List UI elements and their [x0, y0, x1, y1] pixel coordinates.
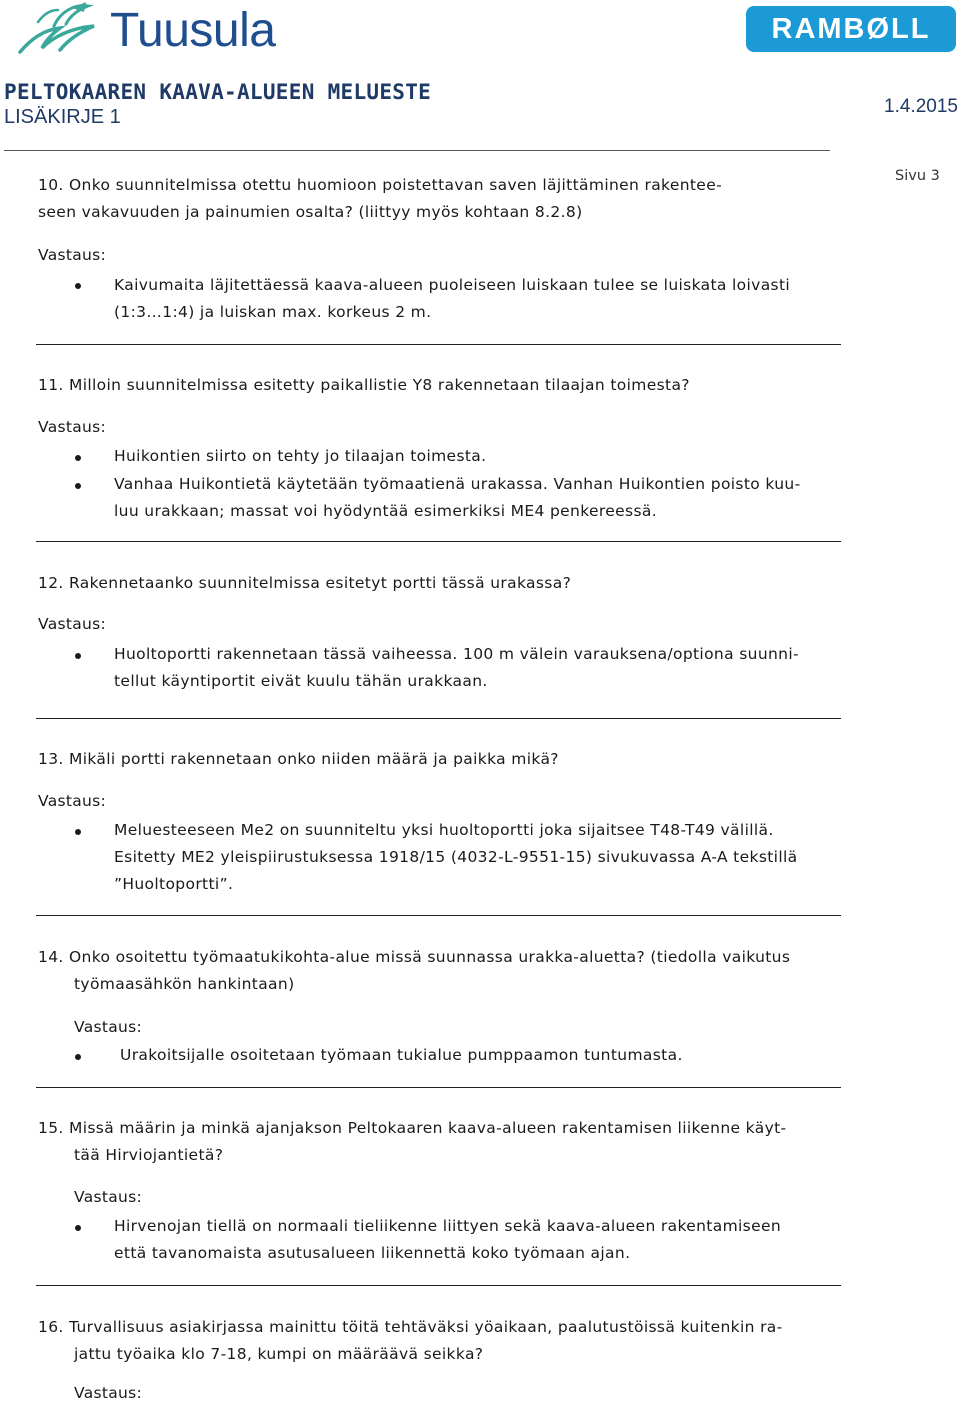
q16-question-line2: jattu työaika klo 7-18, kumpi on määräävä seikka?	[74, 1345, 484, 1363]
document-title: PELTOKAAREN KAAVA-ALUEEN MELUESTE	[4, 80, 432, 104]
q10-question-line1: 10. Onko suunnitelmissa otettu huomioon poistettavan saven läjittäminen rakentee-	[38, 176, 723, 194]
q14-question-line1: 14. Onko osoitettu työmaatukikohta-alue missä suunnassa urakka-aluetta? (tiedolla vaikutus	[38, 948, 791, 966]
bullet-icon	[75, 455, 81, 461]
page-number: Sivu 3	[895, 168, 940, 184]
q15-answer1-line2: että tavanomaista asutusalueen liikennettä koko työmaan ajan.	[114, 1244, 631, 1262]
section-divider	[36, 541, 841, 542]
q13-answer-label: Vastaus:	[38, 792, 107, 810]
q15-question-line2: tää Hirviojantietä?	[74, 1146, 224, 1164]
q13-answer1-line2: Esitetty ME2 yleispiirustuksessa 1918/15 (4032-L-9551-15) sivukuvassa A-A tekstillä	[114, 848, 798, 866]
q15-question-line1: 15. Missä määrin ja minkä ajanjakson Peltokaaren kaava-alueen rakentamisen liikenne käyt-	[38, 1119, 787, 1137]
q12-answer1-line1: Huoltoportti rakennetaan tässä vaiheessa. 100 m välein varauksena/optiona suunni-	[114, 645, 799, 663]
q14-answer1: Urakoitsijalle osoitetaan työmaan tukialue pumppaamon tuntumasta.	[120, 1046, 683, 1064]
section-divider	[36, 1087, 841, 1088]
q10-answer1-line1: Kaivumaita läjitettäessä kaava-alueen puoleiseen luiskaan tulee se luiskata loivasti	[114, 276, 791, 294]
bullet-icon	[75, 283, 81, 289]
tuusula-logo	[14, 0, 304, 62]
q14-answer-label: Vastaus:	[74, 1018, 143, 1036]
section-divider	[36, 1285, 841, 1286]
bullet-icon	[75, 483, 81, 489]
q11-answer2-line1: Vanhaa Huikontietä käytetään työmaatienä urakassa. Vanhan Huikontien poisto kuu-	[114, 475, 801, 493]
q16-answer-label: Vastaus:	[74, 1384, 143, 1402]
bullet-icon	[75, 1054, 81, 1060]
document-subtitle: LISÄKIRJE 1	[4, 106, 121, 128]
q12-answer-label: Vastaus:	[38, 615, 107, 633]
section-divider	[36, 915, 841, 916]
section-divider	[36, 718, 841, 719]
q11-question-line1: 11. Milloin suunnitelmissa esitetty paikallistie Y8 rakennetaan tilaajan toimesta?	[38, 376, 690, 394]
tuusula-logo-text: Tuusula	[110, 4, 276, 57]
tuusula-bird-icon	[14, 0, 106, 62]
bullet-icon	[75, 829, 81, 835]
q16-question-line1: 16. Turvallisuus asiakirjassa mainittu töitä tehtäväksi yöaikaan, paalutustöissä kuitenkin ra-	[38, 1318, 783, 1336]
q15-answer1-line1: Hirvenojan tiellä on normaali tieliikenne liittyen sekä kaava-alueen rakentamiseen	[114, 1217, 782, 1235]
section-divider	[36, 344, 841, 345]
q10-answer-label: Vastaus:	[38, 246, 107, 264]
q14-question-line2: työmaasähkön hankintaan)	[74, 975, 295, 993]
q12-answer1-line2: tellut käyntiportit eivät kuulu tähän urakkaan.	[114, 672, 488, 690]
q13-question-line1: 13. Mikäli portti rakennetaan onko niiden määrä ja paikka mikä?	[38, 750, 559, 768]
header-divider	[4, 150, 830, 151]
q13-answer1-line3: ”Huoltoportti”.	[114, 875, 234, 893]
q11-answer-label: Vastaus:	[38, 418, 107, 436]
q13-answer1-line1: Meluesteeseen Me2 on suunniteltu yksi huoltoportti joka sijaitsee T48-T49 välillä.	[114, 821, 774, 839]
ramboll-logo: RAMBØLL	[746, 6, 956, 52]
q15-answer-label: Vastaus:	[74, 1188, 143, 1206]
q10-question-line2: seen vakavuuden ja painumien osalta? (liittyy myös kohtaan 8.2.8)	[38, 203, 583, 221]
q11-answer1: Huikontien siirto on tehty jo tilaajan toimesta.	[114, 447, 487, 465]
q10-answer1-line2: (1:3…1:4) ja luiskan max. korkeus 2 m.	[114, 303, 432, 321]
q12-question-line1: 12. Rakennetaanko suunnitelmissa esitetyt portti tässä urakassa?	[38, 574, 572, 592]
q11-answer2-line2: luu urakkaan; massat voi hyödyntää esimerkiksi ME4 penkereessä.	[114, 502, 658, 520]
bullet-icon	[75, 653, 81, 659]
bullet-icon	[75, 1225, 81, 1231]
document-date: 1.4.2015	[884, 96, 958, 117]
